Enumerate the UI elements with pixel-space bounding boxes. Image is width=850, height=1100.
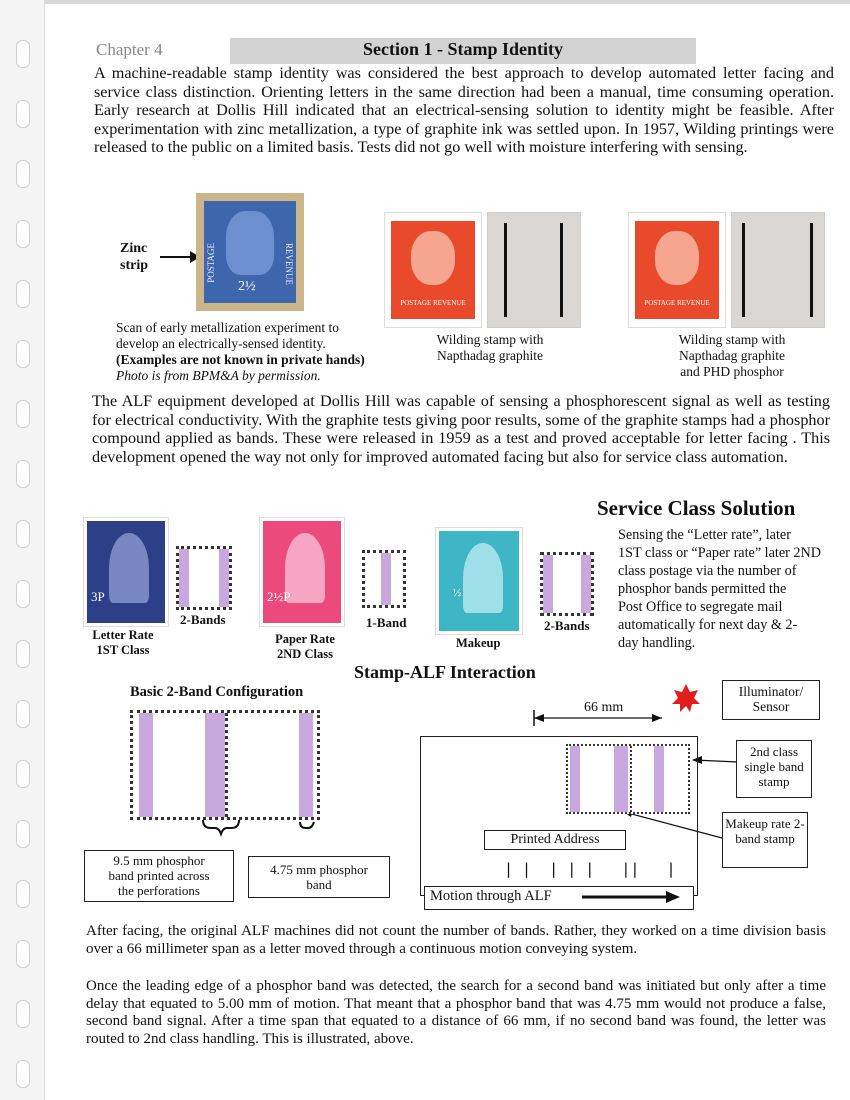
one-band-label: 1-Band xyxy=(366,615,407,630)
machin-value: 3P xyxy=(91,589,105,604)
letter-rate-label: Letter Rate 1ST Class xyxy=(92,628,154,657)
two-bands-label-1: 2-Bands xyxy=(180,612,226,627)
makeup-label: Makeup xyxy=(456,636,501,650)
wide-band-label-box: 9.5 mm phosphor band printed across the perforations xyxy=(84,850,234,902)
paper-rate-label: Paper Rate 2ND Class xyxy=(275,632,335,661)
arrow-right-icon xyxy=(666,891,680,903)
config-title: Basic 2-Band Configuration xyxy=(130,684,304,700)
machin-value: ½ xyxy=(453,587,462,599)
wilding2-caption: Wilding stamp with Napthadag graphite and PHD phosphor xyxy=(678,332,786,379)
motion-label: Motion through ALF xyxy=(430,888,552,904)
two-bands-label-2: 2-Bands xyxy=(544,618,590,633)
kgvi-value: 2½ xyxy=(238,279,256,294)
kgvi-right-text: REVENUE xyxy=(284,243,294,285)
zinc-caption: Scan of early metallization experiment to develop an electrically-sensed identity. (Examples are not known in private hands) Photo is from BPM&A by permission. xyxy=(116,320,365,383)
span-label: 66 mm xyxy=(584,700,624,715)
final-paragraph: Once the leading edge of a phosphor band was detected, the search for a second band was initiated but only after a time delay that equated to 5.00 mm of motion. That meant that a phosphor band that was 4.75 mm would not produce a false, second band signal. After a time span that equated to a distance of 66 mm, if no second band was found, the letter was routed to 2nd class handling. This is illustrated, above. xyxy=(86,978,826,1047)
after-paragraph: After facing, the original ALF machines did not count the number of bands. Rather, they worked on a time division basis over a 66 millimeter span as a letter moved through a continuous motion conveying system. xyxy=(86,923,826,957)
wilding-label: POSTAGE REVENUE xyxy=(644,299,710,307)
chapter-label: Chapter 4 xyxy=(96,40,163,59)
section-title: Section 1 - Stamp Identity xyxy=(362,39,563,59)
zinc-label: Zinc strip xyxy=(120,241,148,273)
makeup-stamp-label: Makeup rate 2-band stamp xyxy=(722,812,808,868)
wilding1-caption: Wilding stamp with Napthadag graphite xyxy=(436,332,544,363)
second-class-stamp-label: 2nd class single band stamp xyxy=(736,740,812,798)
alf-paragraph: The ALF equipment developed at Dollis Hill was capable of sensing a phosphorescent signal as well as testing for electrical conductivity. With the graphite tests giving poor results, some of the graphite stamps had a phosphor compound applied as bands. These were released in 1959 as a test and proved acceptable for letter facing . This development opened the way not only for improved automated facing but also for service class automation. xyxy=(92,392,830,466)
service-class-title: Service Class Solution xyxy=(597,496,796,520)
kgvi-left-text: POSTAGE xyxy=(206,243,216,283)
intro-paragraph: A machine-readable stamp identity was considered the best approach to develop automated letter facing and service class distinction. Orienting letters in the same direction had been a manual, time consuming operation. Early research at Dollis Hill indicated that an electrical-sensing solution to identity might be feasible. After experimentation with zinc metallization, a type of graphite ink was settled upon. In 1957, Wilding printings were released to the public on a limited basis. Tests did not go well with moisture interfering with sensing. xyxy=(94,64,834,157)
service-class-text: Sensing the “Letter rate”, later 1ST class or “Paper rate” later 2ND class postage via the number of phosphor bands permitted the Post Office to segregate mail automatically for next day & 2- day handling. xyxy=(618,527,822,651)
machin-value: 2½P xyxy=(267,589,291,604)
interaction-title: Stamp-ALF Interaction xyxy=(354,662,536,682)
printed-address-box: Printed Address xyxy=(484,830,626,850)
narrow-band-label-box: 4.75 mm phosphor band xyxy=(248,856,390,898)
wilding-label: POSTAGE REVENUE xyxy=(400,299,466,307)
illuminator-label: Illuminator/ Sensor xyxy=(722,680,820,720)
postal-barcode: | | | | | || | xyxy=(504,860,676,878)
